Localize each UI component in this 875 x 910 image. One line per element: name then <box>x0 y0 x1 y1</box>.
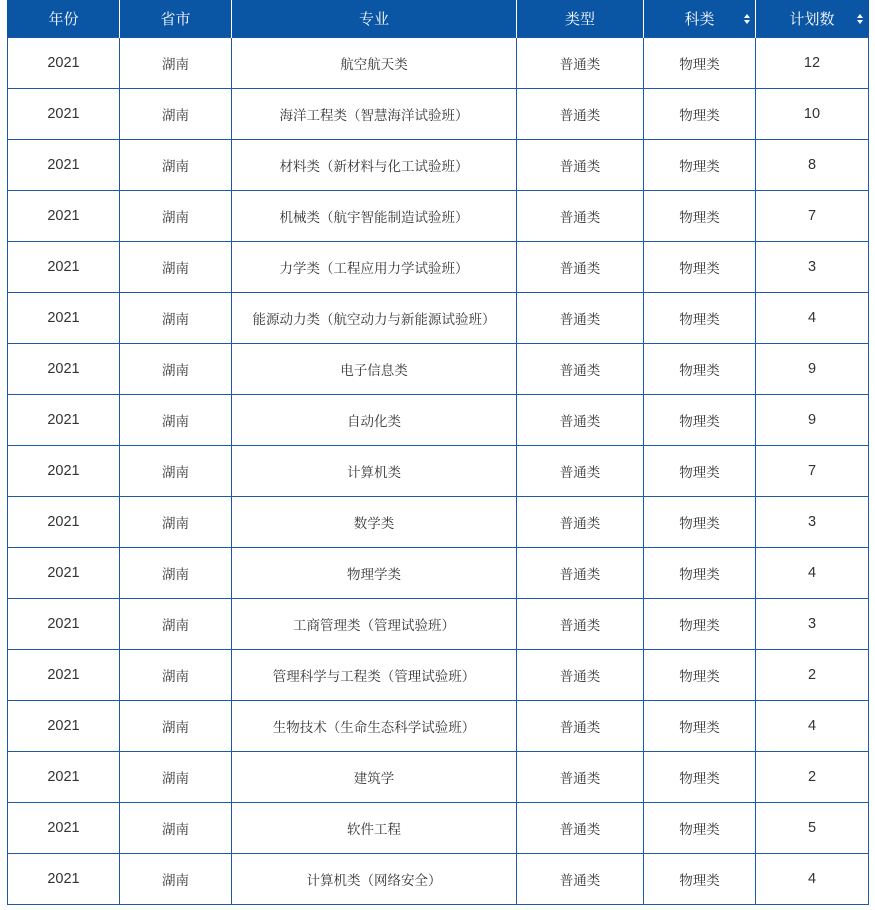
cell-type: 普通类 <box>517 650 644 701</box>
table-header <box>8 0 869 38</box>
cell-major: 航空航天类 <box>232 38 517 89</box>
cell-province: 湖南 <box>120 701 232 752</box>
header-plan-label: 计划数 <box>789 10 835 28</box>
cell-subject: 物理类 <box>644 803 756 854</box>
cell-province: 湖南 <box>120 497 232 548</box>
table-row <box>8 395 869 446</box>
cell-plan: 4 <box>756 293 869 344</box>
header-row <box>8 0 869 38</box>
cell-province: 湖南 <box>120 599 232 650</box>
cell-year: 2021 <box>8 344 120 395</box>
cell-subject: 物理类 <box>644 140 756 191</box>
cell-plan: 4 <box>756 548 869 599</box>
cell-type: 普通类 <box>517 38 644 89</box>
cell-subject: 物理类 <box>644 497 756 548</box>
cell-province: 湖南 <box>120 140 232 191</box>
enrollment-plan-table-container <box>7 0 868 905</box>
cell-province: 湖南 <box>120 650 232 701</box>
cell-type: 普通类 <box>517 548 644 599</box>
table-row <box>8 650 869 701</box>
cell-subject: 物理类 <box>644 752 756 803</box>
cell-plan: 3 <box>756 599 869 650</box>
cell-year: 2021 <box>8 497 120 548</box>
cell-type: 普通类 <box>517 191 644 242</box>
table-row <box>8 140 869 191</box>
cell-province: 湖南 <box>120 446 232 497</box>
cell-year: 2021 <box>8 599 120 650</box>
header-type-label: 类型 <box>564 10 595 28</box>
cell-type: 普通类 <box>517 497 644 548</box>
cell-type: 普通类 <box>517 344 644 395</box>
cell-province: 湖南 <box>120 89 232 140</box>
cell-subject: 物理类 <box>644 242 756 293</box>
cell-year: 2021 <box>8 140 120 191</box>
header-plan[interactable] <box>756 0 869 38</box>
cell-subject: 物理类 <box>644 701 756 752</box>
cell-year: 2021 <box>8 395 120 446</box>
header-year-label: 年份 <box>48 10 79 28</box>
cell-year: 2021 <box>8 752 120 803</box>
cell-major: 材料类（新材料与化工试验班） <box>232 140 517 191</box>
table-row <box>8 38 869 89</box>
cell-subject: 物理类 <box>644 548 756 599</box>
header-province <box>120 0 232 38</box>
cell-plan: 7 <box>756 446 869 497</box>
cell-year: 2021 <box>8 650 120 701</box>
table-row <box>8 854 869 905</box>
cell-province: 湖南 <box>120 548 232 599</box>
cell-major: 自动化类 <box>232 395 517 446</box>
cell-major: 软件工程 <box>232 803 517 854</box>
cell-plan: 3 <box>756 242 869 293</box>
header-major <box>232 0 517 38</box>
cell-major: 建筑学 <box>232 752 517 803</box>
cell-plan: 7 <box>756 191 869 242</box>
header-type <box>517 0 644 38</box>
table-row <box>8 599 869 650</box>
cell-year: 2021 <box>8 446 120 497</box>
cell-plan: 10 <box>756 89 869 140</box>
table-row <box>8 803 869 854</box>
cell-province: 湖南 <box>120 344 232 395</box>
cell-major: 海洋工程类（智慧海洋试验班） <box>232 89 517 140</box>
cell-major: 数学类 <box>232 497 517 548</box>
table-row <box>8 242 869 293</box>
cell-year: 2021 <box>8 701 120 752</box>
cell-year: 2021 <box>8 803 120 854</box>
cell-type: 普通类 <box>517 599 644 650</box>
cell-province: 湖南 <box>120 803 232 854</box>
table-body <box>8 38 869 905</box>
cell-subject: 物理类 <box>644 446 756 497</box>
cell-major: 管理科学与工程类（管理试验班） <box>232 650 517 701</box>
cell-type: 普通类 <box>517 395 644 446</box>
cell-subject: 物理类 <box>644 854 756 905</box>
cell-year: 2021 <box>8 89 120 140</box>
cell-plan: 4 <box>756 854 869 905</box>
cell-year: 2021 <box>8 293 120 344</box>
cell-type: 普通类 <box>517 701 644 752</box>
cell-province: 湖南 <box>120 191 232 242</box>
cell-type: 普通类 <box>517 854 644 905</box>
cell-plan: 4 <box>756 701 869 752</box>
cell-major: 能源动力类（航空动力与新能源试验班） <box>232 293 517 344</box>
header-subject-label: 科类 <box>684 10 715 28</box>
table-row <box>8 497 869 548</box>
cell-province: 湖南 <box>120 752 232 803</box>
cell-type: 普通类 <box>517 446 644 497</box>
cell-subject: 物理类 <box>644 599 756 650</box>
cell-province: 湖南 <box>120 293 232 344</box>
cell-subject: 物理类 <box>644 89 756 140</box>
cell-plan: 12 <box>756 38 869 89</box>
cell-plan: 2 <box>756 752 869 803</box>
sort-arrows-icon[interactable] <box>744 14 750 24</box>
cell-subject: 物理类 <box>644 395 756 446</box>
cell-subject: 物理类 <box>644 344 756 395</box>
cell-major: 工商管理类（管理试验班） <box>232 599 517 650</box>
cell-plan: 8 <box>756 140 869 191</box>
cell-type: 普通类 <box>517 242 644 293</box>
table-row <box>8 344 869 395</box>
cell-year: 2021 <box>8 854 120 905</box>
cell-year: 2021 <box>8 38 120 89</box>
cell-province: 湖南 <box>120 242 232 293</box>
sort-arrows-icon[interactable] <box>857 14 863 24</box>
header-major-label: 专业 <box>358 10 389 28</box>
cell-major: 生物技术（生命生态科学试验班） <box>232 701 517 752</box>
cell-subject: 物理类 <box>644 38 756 89</box>
cell-year: 2021 <box>8 242 120 293</box>
cell-major: 机械类（航宇智能制造试验班） <box>232 191 517 242</box>
table-row <box>8 548 869 599</box>
cell-province: 湖南 <box>120 395 232 446</box>
cell-major: 物理学类 <box>232 548 517 599</box>
table-row <box>8 191 869 242</box>
cell-subject: 物理类 <box>644 191 756 242</box>
cell-type: 普通类 <box>517 89 644 140</box>
cell-plan: 5 <box>756 803 869 854</box>
table-row <box>8 701 869 752</box>
cell-major: 电子信息类 <box>232 344 517 395</box>
cell-year: 2021 <box>8 548 120 599</box>
table-row <box>8 89 869 140</box>
cell-province: 湖南 <box>120 38 232 89</box>
cell-plan: 9 <box>756 344 869 395</box>
table-row <box>8 446 869 497</box>
cell-province: 湖南 <box>120 854 232 905</box>
cell-major: 力学类（工程应用力学试验班） <box>232 242 517 293</box>
header-subject[interactable] <box>644 0 756 38</box>
cell-plan: 9 <box>756 395 869 446</box>
cell-major: 计算机类 <box>232 446 517 497</box>
header-year <box>8 0 120 38</box>
cell-type: 普通类 <box>517 752 644 803</box>
cell-type: 普通类 <box>517 293 644 344</box>
cell-major: 计算机类（网络安全） <box>232 854 517 905</box>
cell-plan: 3 <box>756 497 869 548</box>
cell-type: 普通类 <box>517 140 644 191</box>
cell-type: 普通类 <box>517 803 644 854</box>
header-province-label: 省市 <box>160 10 191 28</box>
table-row <box>8 752 869 803</box>
table-row <box>8 293 869 344</box>
cell-subject: 物理类 <box>644 650 756 701</box>
cell-plan: 2 <box>756 650 869 701</box>
enrollment-plan-table <box>7 0 869 905</box>
cell-subject: 物理类 <box>644 293 756 344</box>
cell-year: 2021 <box>8 191 120 242</box>
